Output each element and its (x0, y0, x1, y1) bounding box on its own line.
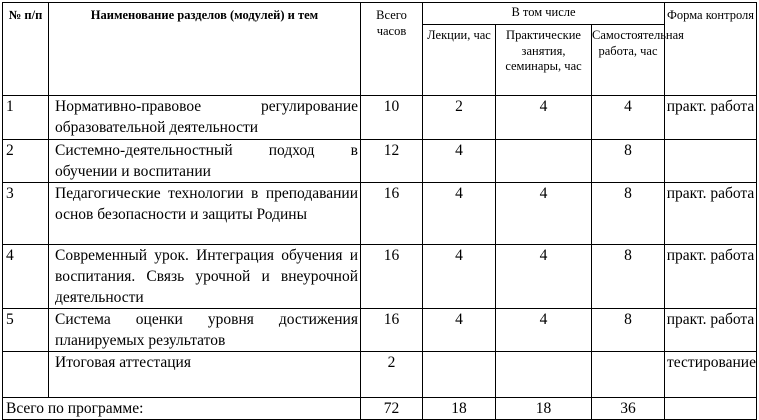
row-name: Система оценки уровня достижения планируемых результатов (49, 309, 361, 352)
total-row (3, 398, 757, 420)
table-row (3, 140, 757, 183)
row-practice: 4 (496, 96, 592, 140)
total-label: Всего по программе: (3, 398, 361, 420)
total-form (665, 398, 757, 420)
header-row-top (3, 3, 757, 25)
table-row (3, 183, 757, 245)
row-total: 2 (361, 352, 423, 398)
header-lectures: Лекции, час (423, 25, 496, 96)
row-selfwork (592, 352, 665, 398)
header-num: № п/п (3, 3, 49, 96)
row-practice: 4 (496, 183, 592, 245)
row-practice: 4 (496, 309, 592, 352)
row-num: 4 (3, 245, 49, 309)
row-form: тестирование (665, 352, 757, 398)
row-lectures: 4 (423, 140, 496, 183)
total-practice: 18 (496, 398, 592, 420)
row-total: 16 (361, 183, 423, 245)
table-row (3, 96, 757, 140)
total-hours: 72 (361, 398, 423, 420)
row-num: 2 (3, 140, 49, 183)
header-name: Наименование разделов (модулей) и тем (49, 3, 361, 96)
row-lectures: 4 (423, 183, 496, 245)
header-selfwork: Самостоятельная работа, час (592, 25, 665, 96)
table-row (3, 352, 757, 398)
row-selfwork: 8 (592, 140, 665, 183)
header-practice: Практические занятия, семинары, час (496, 25, 592, 96)
row-lectures: 4 (423, 309, 496, 352)
total-selfwork: 36 (592, 398, 665, 420)
row-name: Нормативно-правовое регулирование образовательной деятельности (49, 96, 361, 140)
row-num: 3 (3, 183, 49, 245)
row-num: 5 (3, 309, 49, 352)
row-practice (496, 352, 592, 398)
row-total: 12 (361, 140, 423, 183)
row-total: 10 (361, 96, 423, 140)
row-num: 1 (3, 96, 49, 140)
total-lectures: 18 (423, 398, 496, 420)
row-selfwork: 8 (592, 309, 665, 352)
row-name: Современный урок. Интеграция обучения и воспитания. Связь урочной и внеурочной деятельности (49, 245, 361, 309)
header-including: В том числе (423, 3, 665, 25)
row-selfwork: 8 (592, 183, 665, 245)
row-lectures: 2 (423, 96, 496, 140)
row-form: практ. работа (665, 245, 757, 309)
row-form (665, 140, 757, 183)
row-practice (496, 140, 592, 183)
row-form: практ. работа (665, 183, 757, 245)
table-row (3, 245, 757, 309)
row-total: 16 (361, 245, 423, 309)
row-name: Итоговая аттестация (49, 352, 361, 398)
table-row (3, 309, 757, 352)
row-name: Педагогические технологии в преподавании основ безопасности и защиты Родины (49, 183, 361, 245)
row-form: практ. работа (665, 309, 757, 352)
row-lectures (423, 352, 496, 398)
curriculum-table (2, 2, 757, 420)
row-num (3, 352, 49, 398)
row-selfwork: 8 (592, 245, 665, 309)
header-form: Форма контроля (665, 3, 757, 96)
row-practice: 4 (496, 245, 592, 309)
row-lectures: 4 (423, 245, 496, 309)
row-total: 16 (361, 309, 423, 352)
row-selfwork: 4 (592, 96, 665, 140)
row-form: практ. работа (665, 96, 757, 140)
row-name: Системно-деятельностный подход в обучении и воспитании (49, 140, 361, 183)
header-total: Всего часов (361, 3, 423, 96)
